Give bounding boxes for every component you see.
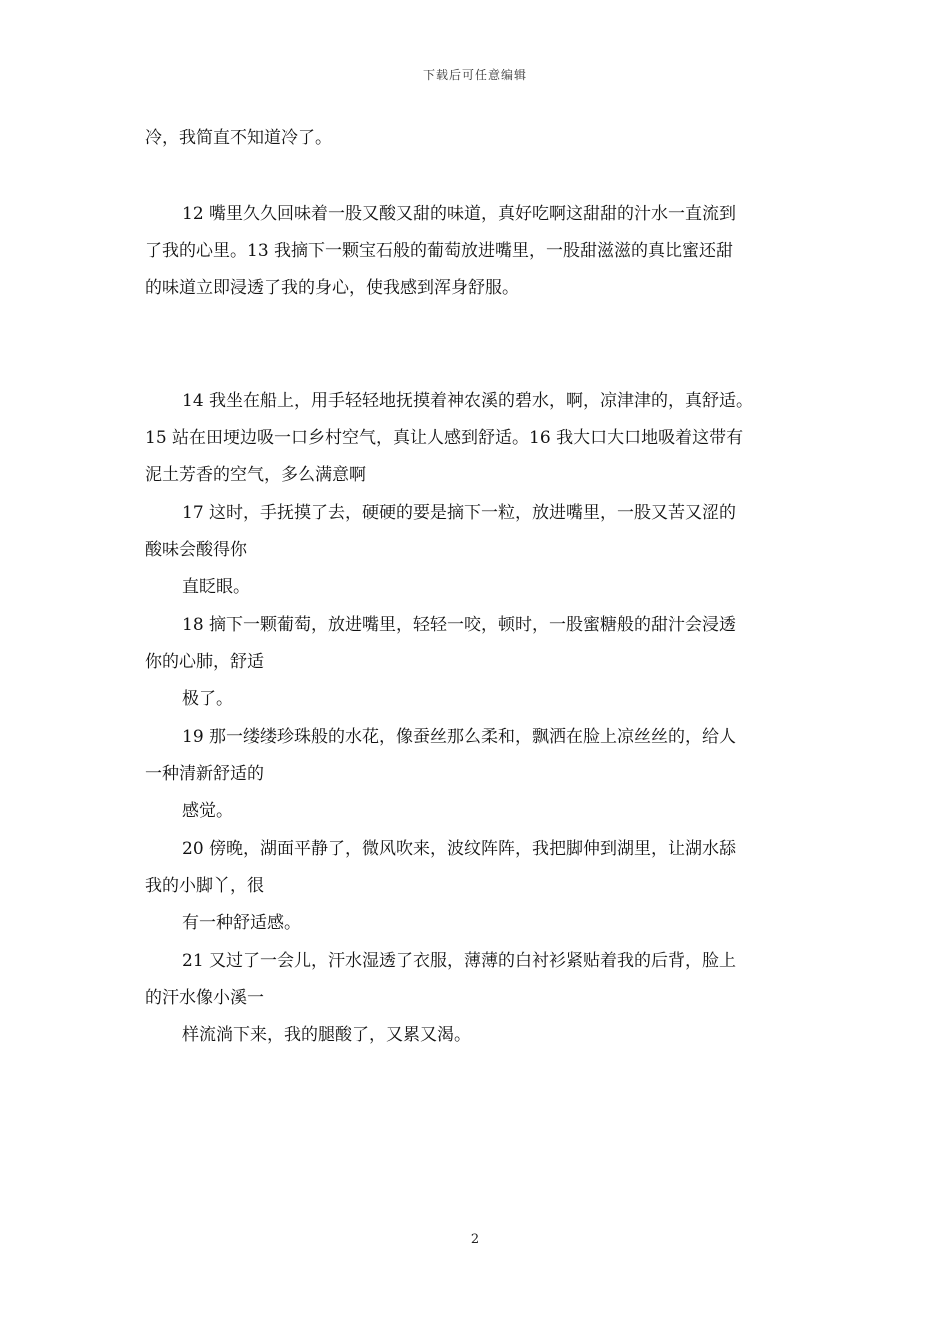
text-line: 的汗水像小溪一 (145, 988, 264, 1008)
text-line: 泥土芳香的空气，多么满意啊 (145, 465, 366, 485)
text-line: 17 这时，手抚摸了去，硬硬的要是摘下一粒，放进嘴里，一股又苦又涩的 (182, 503, 737, 523)
text-line: 一种清新舒适的 (145, 764, 264, 784)
text-line: 15 站在田埂边吸一口乡村空气，真让人感到舒适。16 我大口大口地吸着这带有 (145, 428, 744, 448)
text-line: 感觉。 (182, 801, 233, 821)
page-number: 2 (470, 1232, 480, 1247)
text-line: 19 那一缕缕珍珠般的水花，像蚕丝那么柔和，飘洒在脸上凉丝丝的，给人 (182, 727, 737, 747)
text-line: 18 摘下一颗葡萄，放进嘴里，轻轻一咬，顿时，一股蜜糖般的甜汁会浸透 (182, 615, 737, 635)
text-line: 我的小脚丫，很 (145, 876, 264, 896)
text-line: 酸味会酸得你 (145, 540, 247, 560)
text-line: 直眨眼。 (182, 577, 250, 597)
text-line: 了我的心里。13 我摘下一颗宝石般的葡萄放进嘴里，一股甜滋滋的真比蜜还甜 (145, 241, 734, 261)
text-line: 有一种舒适感。 (182, 913, 301, 933)
text-line: 21 又过了一会儿，汗水湿透了衣服，薄薄的白衬衫紧贴着我的后背，脸上 (182, 951, 737, 971)
page-header: 下载后可任意编辑 (422, 68, 527, 82)
text-line: 的味道立即浸透了我的身心，使我感到浑身舒服。 (145, 278, 519, 298)
text-line: 你的心肺，舒适 (145, 652, 264, 672)
text-line: 14 我坐在船上，用手轻轻地抚摸着神农溪的碧水，啊，凉津津的，真舒适。 (182, 391, 754, 411)
text-line: 极了。 (182, 689, 233, 709)
text-line: 冷，我简直不知道冷了。 (145, 128, 332, 148)
text-line: 12 嘴里久久回味着一股又酸又甜的味道，真好吃啊这甜甜的汁水一直流到 (182, 204, 737, 224)
text-line: 样流淌下来，我的腿酸了，又累又渴。 (182, 1025, 471, 1045)
text-line: 20 傍晚，湖面平静了，微风吹来，波纹阵阵，我把脚伸到湖里，让湖水舔 (182, 839, 737, 859)
